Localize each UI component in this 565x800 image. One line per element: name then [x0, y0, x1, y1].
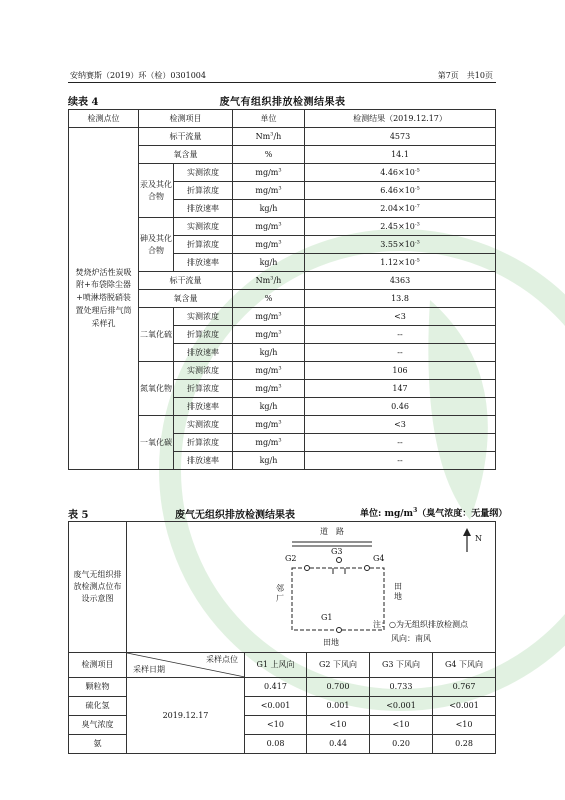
sampling-date: 2019.12.17 [127, 678, 245, 754]
row-name: 颗粒物 [69, 678, 127, 697]
road-label: 道 路 [320, 527, 344, 536]
value-cell: <0.001 [245, 697, 307, 716]
item-cell: 折算浓度 [174, 434, 233, 452]
result-cell: 147 [305, 380, 496, 398]
unit-cell: kg/h [233, 344, 305, 362]
page-number: 第7页 共10页 [437, 71, 493, 80]
item-cell: 氧含量 [139, 290, 233, 308]
value-cell: 0.44 [307, 735, 370, 754]
result-cell: $6.46\times 10^{-5}$ [305, 182, 496, 200]
item-cell: 折算浓度 [174, 236, 233, 254]
g4-point-marker [365, 566, 370, 571]
col-g4-header: G4 下风向 [433, 653, 496, 678]
g4-label: G4 [373, 554, 385, 563]
unit-cell: kg/h [233, 200, 305, 218]
table4 [68, 109, 496, 470]
report-number: 安纳赛斯（2019）环（检）0301004 [70, 71, 206, 80]
g3-point-marker [337, 558, 342, 563]
point-header: 采样点位 [206, 655, 238, 664]
unit-cell: Nm$^3$/h [233, 272, 305, 290]
result-cell: $1.12\times 10^{-5}$ [305, 254, 496, 272]
value-cell: 0.700 [307, 678, 370, 697]
pollutant-group: 汞及其化合物 [139, 164, 174, 218]
table5-unit: 单位: $mg/m^3$（臭气浓度：无量纲） [360, 507, 508, 519]
pollutant-group: 一氧化碳 [139, 416, 174, 470]
result-cell: -- [305, 326, 496, 344]
table4-row [69, 128, 496, 146]
unit-cell: % [233, 146, 305, 164]
item-cell: 排放速率 [174, 398, 233, 416]
col-split-header [127, 653, 245, 678]
item-cell: 实测浓度 [174, 308, 233, 326]
item-cell: 排放速率 [174, 200, 233, 218]
table5 [68, 521, 496, 754]
unit-cell: $mg/m^3$ [233, 326, 305, 344]
item-cell: 折算浓度 [174, 182, 233, 200]
result-cell: $2.04\times 10^{-7}$ [305, 200, 496, 218]
north-label: N [475, 534, 482, 543]
sampling-point: 焚烧炉活性炭吸附+布袋除尘器+喷淋塔脱硝装置处理后排气筒采样孔 [69, 128, 139, 470]
g2-label: G2 [285, 554, 297, 563]
diagram-note: 注：○为无组织排放检测点 [373, 620, 468, 629]
col-point-header: 检测点位 [69, 110, 139, 128]
value-cell: <0.001 [433, 697, 496, 716]
result-cell: 4573 [305, 128, 496, 146]
value-cell: <10 [307, 716, 370, 735]
header-divider [68, 82, 496, 83]
col-g3-header: G3 下风向 [370, 653, 433, 678]
unit-cell: $mg/m^3$ [233, 236, 305, 254]
g3-label: G3 [331, 547, 343, 556]
item-cell: 折算浓度 [174, 326, 233, 344]
value-cell: 0.767 [433, 678, 496, 697]
item-cell: 排放速率 [174, 344, 233, 362]
field-bottom-label: 田地 [323, 638, 339, 647]
row-name: 氨 [69, 735, 127, 754]
col-item-header: 检测项目 [69, 653, 127, 678]
item-cell: 标干流量 [139, 272, 233, 290]
result-cell: <3 [305, 416, 496, 434]
col-g2-header: G2 下风向 [307, 653, 370, 678]
value-cell: 0.08 [245, 735, 307, 754]
unit-cell: $mg/m^3$ [233, 218, 305, 236]
pollutant-group: 氮氧化物 [139, 362, 174, 416]
result-cell: -- [305, 434, 496, 452]
col-item-header: 检测项目 [139, 110, 233, 128]
date-header: 采样日期 [133, 665, 165, 674]
item-cell: 标干流量 [139, 128, 233, 146]
diagram-label-cell: 废气无组织排放检测点位布设示意图 [69, 522, 127, 653]
value-cell: 0.417 [245, 678, 307, 697]
table5-title: 废气无组织排放检测结果表 [175, 510, 295, 521]
item-cell: 实测浓度 [174, 416, 233, 434]
unit-cell: $mg/m^3$ [233, 362, 305, 380]
result-cell: -- [305, 344, 496, 362]
unit-cell: % [233, 290, 305, 308]
unit-cell: $mg/m^3$ [233, 416, 305, 434]
unit-cell: $mg/m^3$ [233, 182, 305, 200]
result-cell: $4.46\times 10^{-5}$ [305, 164, 496, 182]
item-cell: 实测浓度 [174, 362, 233, 380]
table4-title: 废气有组织排放检测结果表 [219, 97, 346, 108]
result-cell: -- [305, 452, 496, 470]
result-cell: $2.45\times 10^{-3}$ [305, 218, 496, 236]
result-cell: $3.55\times 10^{-3}$ [305, 236, 496, 254]
value-cell: 0.733 [370, 678, 433, 697]
item-cell: 实测浓度 [174, 164, 233, 182]
result-cell: 0.46 [305, 398, 496, 416]
unit-cell: Nm$^3$/h [233, 128, 305, 146]
col-result-header: 检测结果（2019.12.17） [305, 110, 496, 128]
value-cell: <10 [245, 716, 307, 735]
field-right-label: 田地 [394, 582, 402, 601]
unit-cell: $mg/m^3$ [233, 308, 305, 326]
item-cell: 实测浓度 [174, 218, 233, 236]
wind-direction: 风向：南风 [391, 634, 431, 643]
value-cell: 0.28 [433, 735, 496, 754]
col-g1-header: G1 上风向 [245, 653, 307, 678]
col-unit-header: 单位 [233, 110, 305, 128]
g1-point-marker [337, 628, 342, 633]
unit-cell: kg/h [233, 398, 305, 416]
result-cell: 13.8 [305, 290, 496, 308]
diagram-graphics [127, 522, 496, 652]
table5-label: 表 5 [68, 510, 89, 521]
site-diagram-cell [127, 522, 496, 653]
result-cell: <3 [305, 308, 496, 326]
item-cell: 折算浓度 [174, 380, 233, 398]
pollutant-group: 砷及其化合物 [139, 218, 174, 272]
result-cell: 14.1 [305, 146, 496, 164]
g2-point-marker [305, 566, 310, 571]
row-name: 臭气浓度 [69, 716, 127, 735]
unit-cell: $mg/m^3$ [233, 380, 305, 398]
unit-cell: kg/h [233, 452, 305, 470]
value-cell: <0.001 [370, 697, 433, 716]
value-cell: 0.001 [307, 697, 370, 716]
g1-label: G1 [321, 613, 333, 622]
value-cell: <10 [433, 716, 496, 735]
neighbor-label: 邻厂 [276, 584, 284, 603]
value-cell: <10 [370, 716, 433, 735]
item-cell: 排放速率 [174, 452, 233, 470]
pollutant-group: 二氧化硫 [139, 308, 174, 362]
value-cell: 0.20 [370, 735, 433, 754]
item-cell: 氧含量 [139, 146, 233, 164]
site-diagram [127, 522, 495, 652]
result-cell: 4363 [305, 272, 496, 290]
table4-label: 续表 4 [68, 97, 99, 108]
row-name: 硫化氢 [69, 697, 127, 716]
item-cell: 排放速率 [174, 254, 233, 272]
unit-cell: $mg/m^3$ [233, 164, 305, 182]
unit-cell: $mg/m^3$ [233, 434, 305, 452]
unit-cell: kg/h [233, 254, 305, 272]
result-cell: 106 [305, 362, 496, 380]
